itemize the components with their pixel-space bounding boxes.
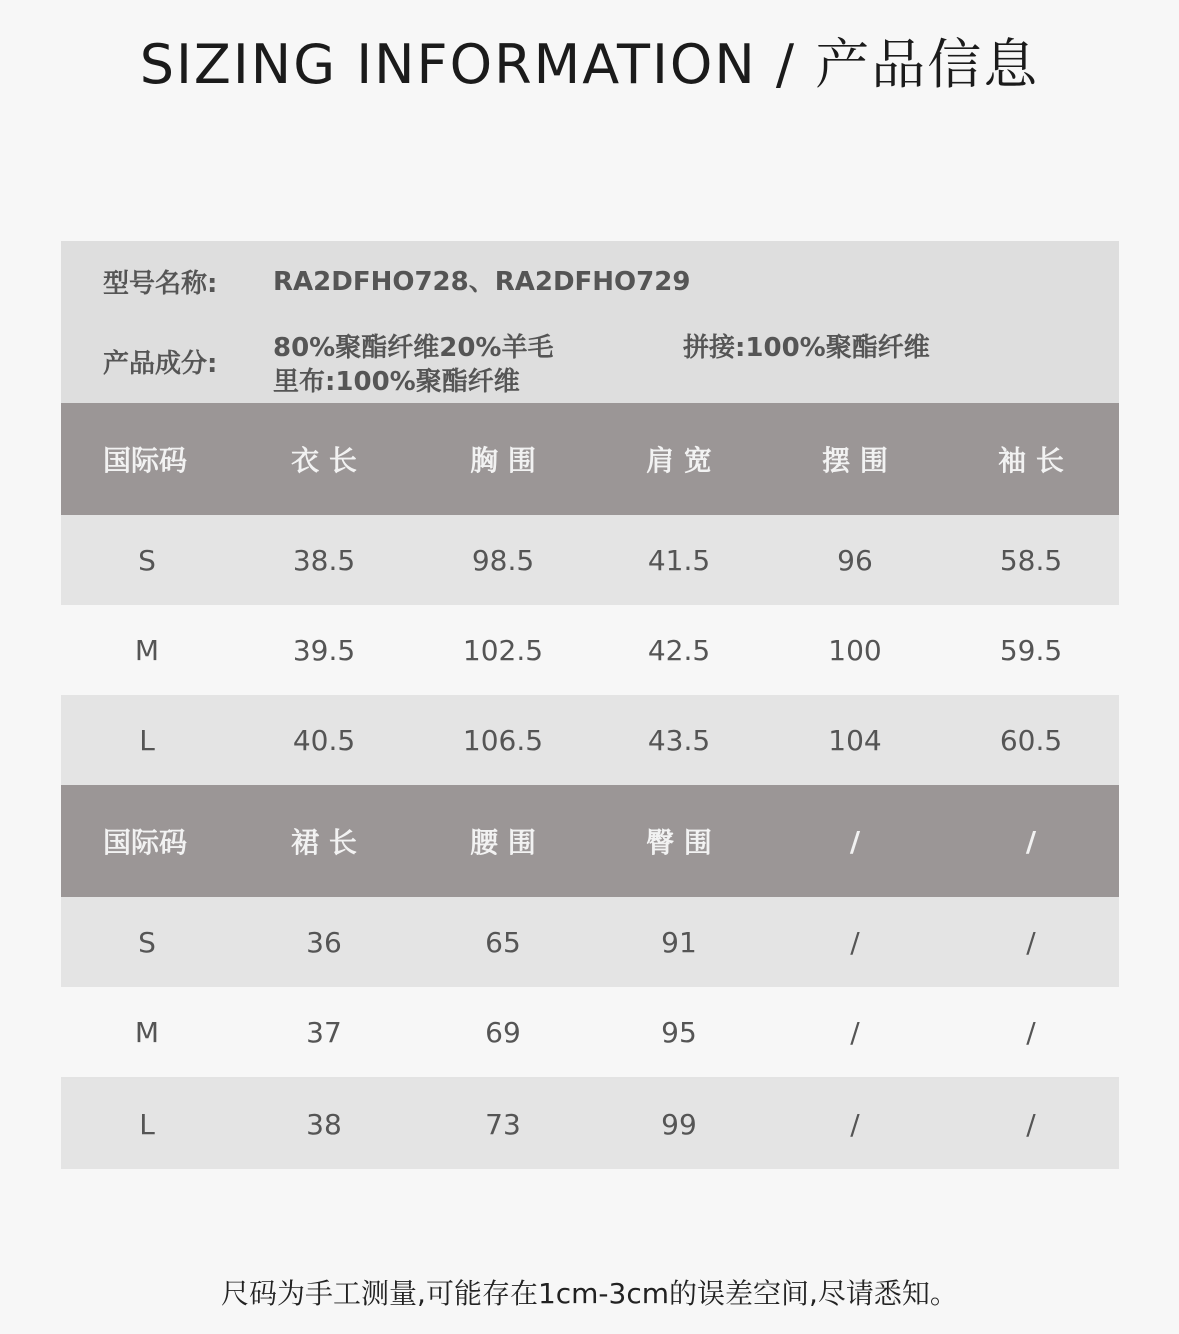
table-row [61,897,1119,987]
table2-header [61,785,1119,897]
composition-label: 产品成分: [103,349,218,379]
table-cell: 37 [306,1015,342,1049]
table-cell: 41.5 [647,543,711,577]
table-cell: 91 [661,925,697,959]
table-row [61,695,1119,785]
model-label: 型号名称: [103,269,218,299]
header-cell: 衣 长 [291,444,357,477]
table-cell: / [1026,925,1036,959]
header-cell: / [1025,824,1037,858]
table-row [61,515,1119,605]
model-value: RA2DFHO728、RA2DFHO729 [273,267,691,297]
product-info [61,241,1119,403]
table-cell: L [139,1107,155,1141]
table-row [61,987,1119,1077]
table-cell: M [134,1015,160,1049]
table-cell: 73 [485,1107,521,1141]
table-cell: / [850,925,860,959]
table-cell: 38.5 [292,543,356,577]
table-cell: 40.5 [292,723,356,757]
header-cell: 胸 围 [470,444,536,477]
table-cell: 69 [485,1015,521,1049]
table-cell: 99 [661,1107,697,1141]
table-cell: / [1026,1015,1036,1049]
table-cell: 42.5 [647,633,711,667]
header-cell: 臀 围 [646,826,712,859]
table-cell: 98.5 [471,543,535,577]
header-cell: 国际码 [103,444,188,477]
measurement-note: 尺码为手工测量,可能存在1cm-3cm的误差空间,尽请悉知。 [221,1277,958,1310]
table-cell: 106.5 [462,723,544,757]
table-cell: 104 [828,723,882,757]
table-row [61,1079,1119,1169]
table-cell: 38 [306,1107,342,1141]
header-cell: / [849,824,861,858]
table-cell: 95 [661,1015,697,1049]
header-cell: 摆 围 [822,444,888,477]
table-cell: / [1026,1107,1036,1141]
header-cell: 裙 长 [291,826,357,859]
table-cell: 36 [306,925,342,959]
table-cell: 102.5 [462,633,544,667]
composition-main: 80%聚酯纤维20%羊毛 [273,333,554,363]
table-cell: 39.5 [292,633,356,667]
composition-splice: 拼接:100%聚酯纤维 [683,333,930,363]
table1-header [61,403,1119,515]
table-cell: 58.5 [999,543,1063,577]
table-cell: S [138,925,156,959]
table-cell: 60.5 [999,723,1063,757]
table-cell: 100 [828,633,882,667]
table-cell: 96 [837,543,873,577]
table-row [61,605,1119,695]
table-cell: L [139,723,155,757]
table-cell: 59.5 [999,633,1063,667]
header-cell: 袖 长 [998,444,1064,477]
table-cell: / [850,1107,860,1141]
header-cell: 腰 围 [470,826,536,859]
table-cell: 65 [485,925,521,959]
table-cell: M [134,633,160,667]
header-cell: 肩 宽 [646,444,712,477]
table-cell: S [138,543,156,577]
page-title: SIZING INFORMATION / 产品信息 [139,33,1040,96]
composition-lining: 里布:100%聚酯纤维 [273,367,520,397]
table-cell: 43.5 [647,723,711,757]
table-cell: / [850,1015,860,1049]
header-cell: 国际码 [103,826,188,859]
